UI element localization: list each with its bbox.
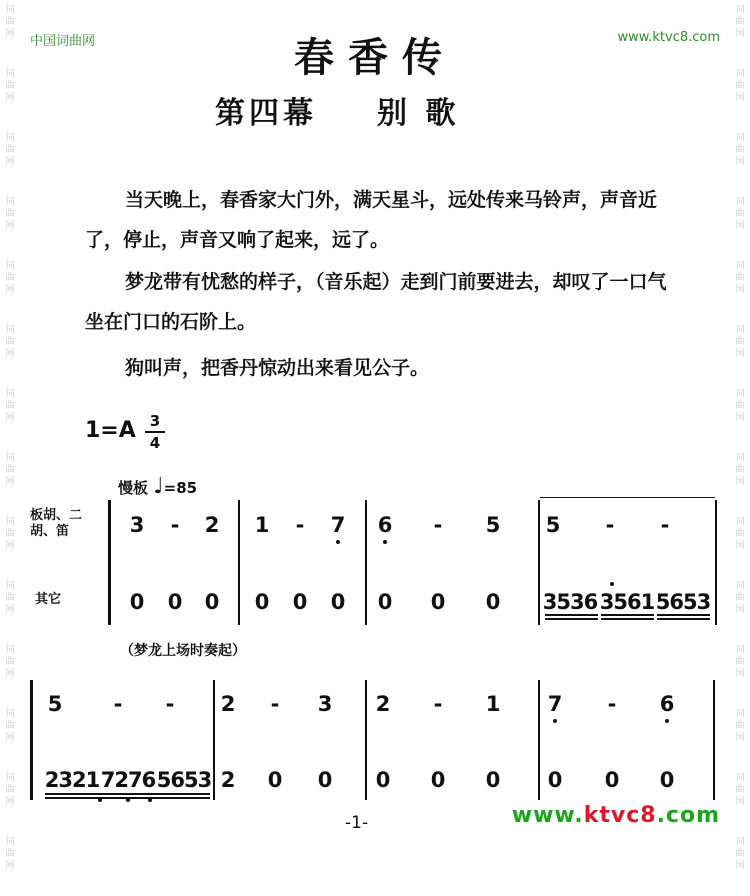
accompaniment-note: 0 xyxy=(330,590,346,614)
accompaniment-note: 3536 xyxy=(542,590,598,614)
watermark-char: 网 xyxy=(5,477,15,487)
accompaniment-note: 0 xyxy=(604,768,620,792)
beam-line xyxy=(657,614,710,616)
melody-note: 2 xyxy=(204,513,220,537)
footer-watermark xyxy=(512,803,720,828)
page-number: -1- xyxy=(345,813,369,833)
watermark-unit xyxy=(2,448,18,512)
watermark-char: 网 xyxy=(735,349,745,359)
footer-watermark-prefix: www. xyxy=(511,803,584,828)
accompaniment-note: 0 xyxy=(377,590,393,614)
watermark-char: 曲 xyxy=(5,593,15,603)
watermark-char: 词 xyxy=(5,325,15,335)
watermark-char: 曲 xyxy=(735,337,745,347)
watermark-char: 词 xyxy=(5,773,15,783)
accompaniment-note: 0 xyxy=(430,768,446,792)
act-title: 别 歌 xyxy=(377,96,460,131)
watermark-char: 曲 xyxy=(735,465,745,475)
accompaniment-note: 0 xyxy=(167,590,183,614)
melody-note: - xyxy=(433,692,443,716)
melody-note: 5 xyxy=(485,513,501,537)
watermark-char: 网 xyxy=(5,669,15,679)
time-signature-top: 3 xyxy=(149,412,161,430)
site-watermark-right: www.ktvc8.com xyxy=(617,30,720,45)
melody-note: - xyxy=(170,513,180,537)
watermark-char: 词 xyxy=(735,5,745,15)
watermark-char: 网 xyxy=(735,797,745,807)
tempo-marking xyxy=(118,474,197,499)
watermark-unit xyxy=(732,320,748,384)
accompaniment-note: 0 xyxy=(659,768,675,792)
accompaniment-note: 5653 xyxy=(156,768,212,792)
watermark-unit xyxy=(2,576,18,640)
watermark-char: 曲 xyxy=(5,849,15,859)
watermark-unit xyxy=(2,704,18,768)
song-title: 春香传 xyxy=(294,34,456,81)
barline xyxy=(365,500,367,625)
barline xyxy=(538,500,540,625)
watermark-char: 词 xyxy=(5,709,15,719)
barline xyxy=(713,680,715,800)
melody-note: - xyxy=(607,692,617,716)
barline xyxy=(238,500,240,625)
watermark-char: 网 xyxy=(5,349,15,359)
tempo-text: 慢板 xyxy=(118,479,149,497)
watermark-unit xyxy=(732,512,748,576)
accompaniment-note: 0 xyxy=(485,590,501,614)
melody-note: - xyxy=(660,513,670,537)
accompaniment-note: 0 xyxy=(267,768,283,792)
watermark-char: 网 xyxy=(735,157,745,167)
watermark-char: 网 xyxy=(735,541,745,551)
watermark-char: 词 xyxy=(5,5,15,15)
melody-note: 2 xyxy=(220,692,236,716)
watermark-unit xyxy=(732,768,748,832)
watermark-unit xyxy=(732,192,748,256)
watermark-char: 曲 xyxy=(5,145,15,155)
watermark-char: 网 xyxy=(5,221,15,231)
watermark-char: 曲 xyxy=(5,721,15,731)
watermark-char: 词 xyxy=(5,389,15,399)
watermark-unit xyxy=(732,704,748,768)
watermark-char: 网 xyxy=(735,477,745,487)
watermark-char: 曲 xyxy=(5,273,15,283)
time-signature-bottom: 4 xyxy=(149,434,161,452)
watermark-char: 曲 xyxy=(735,529,745,539)
watermark-unit xyxy=(2,192,18,256)
watermark-char: 词 xyxy=(735,197,745,207)
watermark-char: 词 xyxy=(735,837,745,847)
watermark-char: 网 xyxy=(735,669,745,679)
watermark-char: 词 xyxy=(5,645,15,655)
watermark-char: 词 xyxy=(735,133,745,143)
watermark-char: 网 xyxy=(5,93,15,103)
watermark-unit xyxy=(732,128,748,192)
barline xyxy=(365,680,367,800)
beam-line xyxy=(545,618,598,620)
beam-line xyxy=(601,618,654,620)
watermark-char: 网 xyxy=(5,797,15,807)
footer-watermark-brand: ktvc8 xyxy=(583,803,657,828)
key-signature: 1=A xyxy=(85,418,136,443)
watermark-char: 词 xyxy=(735,389,745,399)
beam-line xyxy=(45,797,210,799)
beam-line xyxy=(601,614,654,616)
performance-cue: （梦龙上场时奏起） xyxy=(120,643,246,659)
watermark-char: 曲 xyxy=(5,529,15,539)
melody-note: 3 xyxy=(317,692,333,716)
watermark-char: 曲 xyxy=(5,209,15,219)
watermark-char: 网 xyxy=(5,157,15,167)
watermark-char: 网 xyxy=(735,605,745,615)
melody-note: 2 xyxy=(375,692,391,716)
watermark-char: 曲 xyxy=(735,721,745,731)
melody-note: - xyxy=(165,692,175,716)
watermark-char: 网 xyxy=(735,861,745,871)
watermark-unit xyxy=(732,640,748,704)
melody-note: 7 xyxy=(547,692,563,716)
watermark-char: 词 xyxy=(735,517,745,527)
watermark-char: 网 xyxy=(735,413,745,423)
watermark-char: 曲 xyxy=(735,849,745,859)
accompaniment-note: 0 xyxy=(547,768,563,792)
watermark-unit xyxy=(732,448,748,512)
watermark-char: 网 xyxy=(5,285,15,295)
watermark-char: 曲 xyxy=(735,401,745,411)
left-watermark-column xyxy=(2,0,18,871)
melody-note: 1 xyxy=(254,513,270,537)
accompaniment-note: 0 xyxy=(430,590,446,614)
accompaniment-note: 2321 xyxy=(44,768,100,792)
watermark-char: 词 xyxy=(735,453,745,463)
instrument-label-strings: 板胡、二胡、笛 xyxy=(30,508,83,539)
quarter-note-icon: ♩ xyxy=(153,474,164,499)
watermark-char: 曲 xyxy=(5,81,15,91)
watermark-unit xyxy=(2,384,18,448)
footer-watermark-suffix: .com xyxy=(656,803,720,828)
watermark-char: 曲 xyxy=(5,465,15,475)
watermark-char: 曲 xyxy=(5,17,15,27)
watermark-char: 曲 xyxy=(735,273,745,283)
accompaniment-note: 0 xyxy=(292,590,308,614)
melody-note: 7 xyxy=(330,513,346,537)
beam-line xyxy=(45,793,210,795)
watermark-char: 词 xyxy=(5,69,15,79)
watermark-char: 词 xyxy=(5,517,15,527)
watermark-char: 网 xyxy=(735,29,745,39)
watermark-char: 词 xyxy=(735,69,745,79)
beam-line xyxy=(657,618,710,620)
watermark-char: 词 xyxy=(735,261,745,271)
watermark-char: 曲 xyxy=(5,337,15,347)
melody-note: 3 xyxy=(129,513,145,537)
melody-note: 1 xyxy=(485,692,501,716)
watermark-char: 词 xyxy=(735,773,745,783)
beam-line xyxy=(545,614,598,616)
octave-dot xyxy=(665,719,669,723)
watermark-char: 曲 xyxy=(735,785,745,795)
watermark-unit xyxy=(732,832,748,896)
accompaniment-note: 0 xyxy=(204,590,220,614)
barline xyxy=(538,680,540,800)
melody-note: 6 xyxy=(659,692,675,716)
watermark-char: 词 xyxy=(5,837,15,847)
accompaniment-note: 0 xyxy=(129,590,145,614)
watermark-char: 词 xyxy=(735,581,745,591)
accompaniment-note: 3561 xyxy=(599,590,655,614)
watermark-char: 词 xyxy=(5,453,15,463)
watermark-char: 网 xyxy=(5,605,15,615)
watermark-char: 曲 xyxy=(735,657,745,667)
watermark-unit xyxy=(732,384,748,448)
octave-dot xyxy=(336,540,340,544)
watermark-char: 词 xyxy=(735,645,745,655)
watermark-char: 词 xyxy=(735,325,745,335)
accompaniment-note: 0 xyxy=(254,590,270,614)
time-signature xyxy=(145,412,165,452)
watermark-unit xyxy=(2,640,18,704)
watermark-char: 网 xyxy=(735,221,745,231)
narration-paragraph: 狗叫声，把香丹惊动出来看见公子。 xyxy=(125,357,430,379)
watermark-char: 网 xyxy=(735,93,745,103)
watermark-char: 网 xyxy=(5,541,15,551)
accompaniment-note: 0 xyxy=(317,768,333,792)
watermark-char: 曲 xyxy=(5,401,15,411)
system-brace xyxy=(30,680,33,800)
watermark-char: 网 xyxy=(5,413,15,423)
watermark-char: 词 xyxy=(5,581,15,591)
accompaniment-note: 2 xyxy=(220,768,236,792)
watermark-char: 网 xyxy=(5,861,15,871)
melody-note: - xyxy=(605,513,615,537)
watermark-char: 曲 xyxy=(735,17,745,27)
melody-note: 5 xyxy=(47,692,63,716)
watermark-char: 词 xyxy=(735,709,745,719)
watermark-char: 词 xyxy=(5,133,15,143)
watermark-unit xyxy=(2,832,18,896)
watermark-char: 曲 xyxy=(735,145,745,155)
octave-dot xyxy=(610,582,614,586)
watermark-unit xyxy=(2,768,18,832)
watermark-char: 曲 xyxy=(735,81,745,91)
watermark-char: 网 xyxy=(5,733,15,743)
watermark-char: 曲 xyxy=(5,657,15,667)
melody-note: 5 xyxy=(545,513,561,537)
watermark-unit xyxy=(2,320,18,384)
site-watermark-left: 中国词曲网 xyxy=(30,34,96,49)
narration-paragraph: 梦龙带有忧愁的样子，（音乐起）走到门前要进去，却叹了一口气坐在门口的石阶上。 xyxy=(85,271,667,333)
watermark-char: 曲 xyxy=(735,209,745,219)
watermark-unit xyxy=(732,256,748,320)
watermark-unit xyxy=(2,512,18,576)
watermark-unit xyxy=(2,256,18,320)
tempo-value: =85 xyxy=(163,479,198,497)
watermark-char: 网 xyxy=(735,285,745,295)
octave-dot xyxy=(553,719,557,723)
melody-note: - xyxy=(433,513,443,537)
watermark-char: 网 xyxy=(735,733,745,743)
accompaniment-note: 7276 xyxy=(100,768,156,792)
act-heading xyxy=(215,88,459,132)
slur xyxy=(540,497,715,498)
act-number: 第四幕 xyxy=(215,96,317,131)
accompaniment-note: 5653 xyxy=(655,590,711,614)
barline xyxy=(715,500,717,625)
melody-note: 6 xyxy=(377,513,393,537)
barline xyxy=(213,680,215,800)
melody-note: - xyxy=(270,692,280,716)
narration-paragraph: 当天晚上，春香家大门外，满天星斗，远处传来马铃声，声音近了，停止，声音又响了起来，远了。 xyxy=(85,189,658,251)
watermark-unit xyxy=(2,128,18,192)
melody-note: - xyxy=(295,513,305,537)
melody-note: - xyxy=(113,692,123,716)
accompaniment-note: 0 xyxy=(375,768,391,792)
octave-dot xyxy=(383,540,387,544)
system-brace xyxy=(108,500,111,625)
watermark-char: 曲 xyxy=(5,785,15,795)
watermark-char: 词 xyxy=(5,197,15,207)
instrument-label-others: 其它 xyxy=(35,592,62,607)
watermark-char: 词 xyxy=(5,261,15,271)
watermark-char: 网 xyxy=(5,29,15,39)
watermark-char: 曲 xyxy=(735,593,745,603)
watermark-unit xyxy=(732,576,748,640)
accompaniment-note: 0 xyxy=(485,768,501,792)
right-watermark-column xyxy=(732,0,748,871)
